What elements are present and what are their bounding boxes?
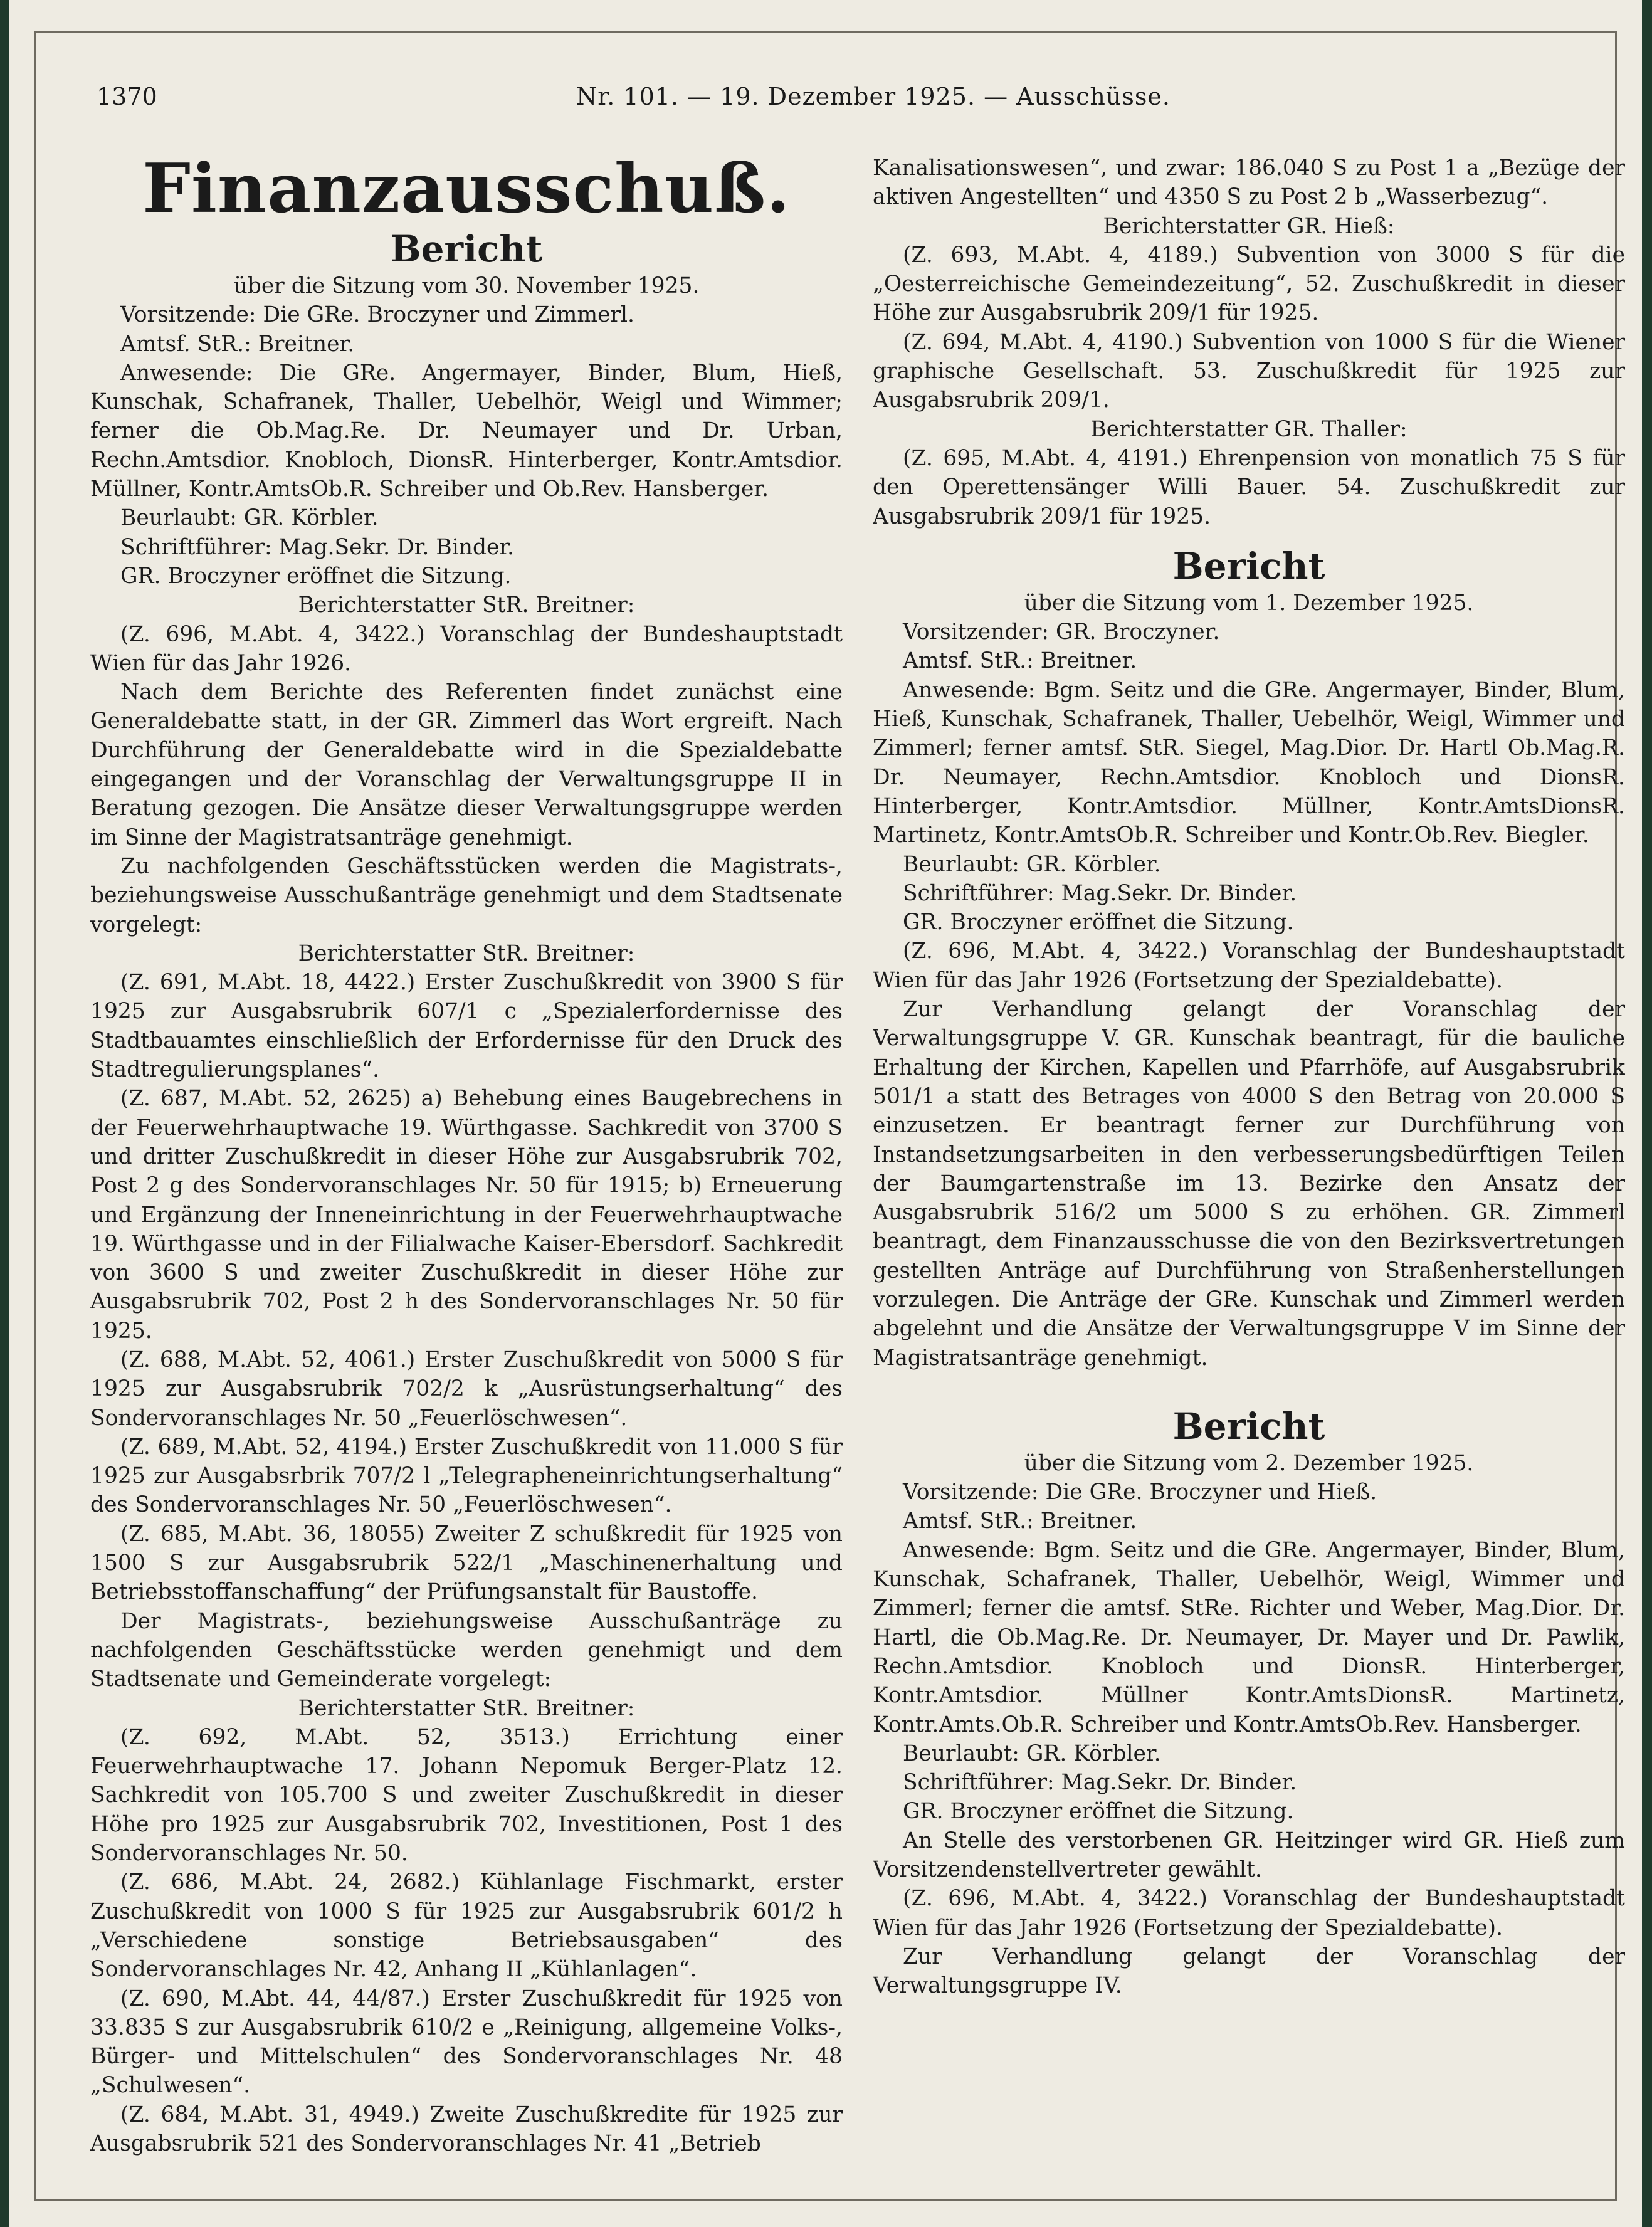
right-column bbox=[873, 154, 1625, 2166]
paragraph: (Z. 694, M.Abt. 4, 4190.) Subvention von 1000 S für die Wiener graphische Gesellschaft. 53. Zuschußkredit für 1925 zur Ausgabsrubrik 209/1. bbox=[873, 329, 1625, 413]
secretary: Schriftführer: Mag.Sekr. Dr. Binder. bbox=[120, 534, 515, 560]
secretary: Schriftführer: Mag.Sekr. Dr. Binder. bbox=[903, 1770, 1297, 1796]
paragraph: Nach dem Berichte des Referenten findet zunächst eine Generaldebatte statt, in der GR. Zimmerl das Wort ergreift. Nach Durchführung der Generaldebatte wird in die Spezialdebatte eingegangen und der Voranschlag der Verwaltungsgruppe II in Beratung gezogen. Die Ansätze dieser Verwaltungsgruppe werden im Sinne der Magistratsanträge genehmigt. bbox=[90, 680, 843, 850]
reporter: Berichterstatter StR. Breitner: bbox=[298, 1695, 635, 1721]
paragraph: Zur Verhandlung gelangt der Voranschlag der Verwaltungsgruppe V. GR. Kunschak beantragt, für die bauliche Erhaltung der Kirchen, Kapellen und Pfarrhöfe, auf Ausgabsrubrik 501/1 a statt des Betrages von 4000 S den Betrag von 20.000 S einzusetzen. Er beantragt ferner zur Durchführung von Instandsetzungsarbeiten in den verbesserungsbedürftigen Teilen der Baumgartenstraße im 13. Bezirke den Ansatz der Ausgabsrubrik 516/2 um 5000 S zu erhöhen. GR. Zimmerl beantragt, dem Finanzausschusse die von den Bezirksvertretungen gestellten Anträge auf Durchführung von Straßenherstellungen vorzulegen. Die Anträge der GRe. Kunschak und Zimmerl werden abgelehnt und die Ansätze der Verwaltungsgruppe V im Sinne der Magistratsanträge genehmigt. bbox=[873, 997, 1625, 1371]
councillor: Amtsf. StR.: Breitner. bbox=[120, 331, 355, 357]
paragraph: (Z. 695, M.Abt. 4, 4191.) Ehrenpension von monatlich 75 S für den Operettensänger Willi Bauer. 54. Zuschußkredit zur Ausgabsrubrik 209/1 für 1925. bbox=[873, 445, 1625, 529]
paragraph: (Z. 690, M.Abt. 44, 44/87.) Erster Zuschußkredit für 1925 von 33.835 S zur Ausgabsrubrik 610/2 e „Reinigung, allgemeine Volks-, Bürger- und Mittelschulen“ des Sondervoranschlages Nr. 48 „Schulwesen“. bbox=[90, 1986, 843, 2098]
report-heading: Bericht bbox=[390, 228, 543, 270]
opening: GR. Broczyner eröffnet die Sitzung. bbox=[903, 910, 1294, 935]
section-title: Finanzausschuß. bbox=[142, 154, 791, 228]
reporter: Berichterstatter StR. Breitner: bbox=[298, 940, 635, 966]
paragraph: (Z. 689, M.Abt. 52, 4194.) Erster Zuschußkredit von 11.000 S für 1925 zur Ausgabsrbrik 707/2 l „Telegrapheneinrichtungserhaltung“ des Sondervoranschlages Nr. 50 „Feuerlöschwesen“. bbox=[90, 1434, 843, 1518]
councillor: Amtsf. StR.: Breitner. bbox=[903, 648, 1137, 674]
on-leave: Beurlaubt: GR. Körbler. bbox=[903, 851, 1161, 877]
newspaper-page bbox=[9, 0, 1642, 2227]
running-head: Nr. 101. — 19. Dezember 1925. — Ausschüsse. bbox=[576, 83, 1171, 110]
chairpersons: Vorsitzende: Die GRe. Broczyner und Zimmerl. bbox=[120, 302, 635, 328]
left-column bbox=[90, 154, 843, 2166]
paragraph: (Z. 696, M.Abt. 4, 3422.) Voranschlag der Bundeshauptstadt Wien für das Jahr 1926 (Fortsetzung der Spezialdebatte). bbox=[873, 1886, 1625, 1940]
councillor: Amtsf. StR.: Breitner. bbox=[903, 1508, 1137, 1534]
on-leave: Beurlaubt: GR. Körbler. bbox=[120, 505, 379, 531]
reporter: Berichterstatter StR. Breitner: bbox=[298, 592, 635, 618]
paragraph: (Z. 684, M.Abt. 31, 4949.) Zweite Zuschußkredite für 1925 zur Ausgabsrubrik 521 des Sondervoranschlages Nr. 41 „Betrieb bbox=[90, 2102, 843, 2156]
paragraph: (Z. 691, M.Abt. 18, 4422.) Erster Zuschußkredit von 3900 S für 1925 zur Ausgabsrubrik 607/1 c „Spezialerfordernisse des Stadtbauamtes einschließlich der Erfordernisse für den Druck des Stadtregulierungsplanes“. bbox=[90, 970, 843, 1083]
paragraph: (Z. 693, M.Abt. 4, 4189.) Subvention von 3000 S für die „Oesterreichische Gemeindezeitung“, 52. Zuschußkredit in dieser Höhe zur Ausgabsrubrik 209/1 für 1925. bbox=[873, 242, 1625, 326]
attendees: Anwesende: Bgm. Seitz und die GRe. Angermayer, Binder, Blum, Kunschak, Schafranek, Thaller, Uebelhör, Weigl, Wimmer und Zimmerl; ferner die amtsf. StRe. Richter und Weber, Mag.Dior. Dr. Hartl, die Ob.Mag.Re. Dr. Neumayer, Dr. Mayer und Dr. Pawlik, Rechn.Amtsdior. Knobloch und DionsR. Hinterberger, Kontr.Amtsdior. Müllner Kontr.AmtsDionsR. Martinetz, Kontr.Amts.Ob.R. Schreiber und Kontr.AmtsOb.Rev. Hansberger. bbox=[873, 1537, 1625, 1737]
paragraph: (Z. 696, M.Abt. 4, 3422.) Voranschlag der Bundeshauptstadt Wien für das Jahr 1926 (Fortsetzung der Spezialdebatte). bbox=[873, 939, 1625, 993]
report-heading: Bericht bbox=[1172, 544, 1325, 587]
report-heading: Bericht bbox=[1172, 1404, 1325, 1448]
opening: GR. Broczyner eröffnet die Sitzung. bbox=[120, 563, 512, 589]
opening: GR. Broczyner eröffnet die Sitzung. bbox=[903, 1799, 1294, 1824]
page-header bbox=[87, 80, 1592, 118]
session-date: über die Sitzung vom 30. November 1925. bbox=[233, 273, 700, 298]
paragraph-continued: Kanalisationswesen“, und zwar: 186.040 S zu Post 1 a „Bezüge der aktiven Angestellten“ und 4350 S zu Post 2 b „Wasserbezug“. bbox=[873, 155, 1625, 210]
paragraph: (Z. 692, M.Abt. 52, 3513.) Errichtung einer Feuerwehrhauptwache 17. Johann Nepomuk Berger-Platz 12. Sachkredit von 105.700 S und zweiter Zuschußkredit in dieser Höhe pro 1925 zur Ausgabsrubrik 702, Investitionen, Post 1 des Sondervoranschlages Nr. 50. bbox=[90, 1724, 843, 1866]
chairpersons: Vorsitzende: Die GRe. Broczyner und Hieß. bbox=[903, 1480, 1377, 1505]
reporter: Berichterstatter GR. Hieß: bbox=[1103, 213, 1395, 239]
page-number: 1370 bbox=[97, 83, 157, 110]
paragraph: (Z. 696, M.Abt. 4, 3422.) Voranschlag der Bundeshauptstadt Wien für das Jahr 1926. bbox=[90, 621, 843, 676]
reporter: Berichterstatter GR. Thaller: bbox=[1090, 416, 1407, 442]
attendees: Anwesende: Bgm. Seitz und die GRe. Angermayer, Binder, Blum, Hieß, Kunschak, Schafranek, Thaller, Uebelhör, Weigl, Wimmer und Zimmerl; ferner amtsf. StR. Siegel, Mag.Dior. Dr. Hartl Ob.Mag.R. Dr. Neumayer, Rechn.Amtsdior. Knobloch und DionsR. Hinterberger, Kontr.Amtsdior. Müllner, Kontr.AmtsDionsR. Martinetz, Kontr.AmtsOb.R. Schreiber und Kontr.Ob.Rev. Biegler. bbox=[873, 677, 1625, 848]
attendees: Anwesende: Die GRe. Angermayer, Binder, Blum, Hieß, Kunschak, Schafranek, Thaller, Uebelhör, Weigl und Wimmer; ferner die Ob.Mag.Re. Dr. Neumayer und Dr. Urban, Rechn.Amtsdior. Knobloch, DionsR. Hinterberger, Kontr.Amtsdior. Müllner, Kontr.AmtsOb.R. Schreiber und Ob.Rev. Hansberger. bbox=[90, 360, 843, 502]
paragraph: (Z. 686, M.Abt. 24, 2682.) Kühlanlage Fischmarkt, erster Zuschußkredit von 1000 S für 1925 zur Ausgabsrubrik 601/2 h „Verschiedene sonstige Betriebsausgaben“ des Sondervoranschlages Nr. 42, Anhang II „Kühlanlagen“. bbox=[90, 1870, 843, 1982]
paragraph: (Z. 687, M.Abt. 52, 2625) a) Behebung eines Baugebrechens in der Feuerwehrhauptwache 19. Würthgasse. Sachkredit von 3700 S und dritter Zuschußkredit in dieser Höhe zur Ausgabsrubrik 702, Post 2 g des Sondervoranschlages Nr. 50 für 1915; b) Erneuerung und Ergänzung der Inneneinrichtung in der Feuerwehrhauptwache 19. Würthgasse und in der Filialwache Kaiser-Ebersdorf. Sachkredit von 3600 S und zweiter Zuschußkredit in dieser Höhe zur Ausgabsrubrik 702, Post 2 h des Sondervoranschlages Nr. 50 für 1925. bbox=[90, 1086, 843, 1344]
paragraph: Zu nachfolgenden Geschäftsstücken werden die Magistrats-, beziehungsweise Ausschußanträge genehmigt und dem Stadtsenate vorgelegt: bbox=[90, 853, 843, 937]
paragraph: Der Magistrats-, beziehungsweise Ausschußanträge zu nachfolgenden Geschäftsstücke werden genehmigt und dem Stadtsenate und Gemeinderate vorgelegt: bbox=[90, 1608, 843, 1692]
paragraph: (Z. 688, M.Abt. 52, 4061.) Erster Zuschußkredit von 5000 S für 1925 zur Ausgabsrubrik 702/2 k „Ausrüstungserhaltung“ des Sondervoranschlages Nr. 50 „Feuerlöschwesen“. bbox=[90, 1347, 843, 1431]
paragraph: Zur Verhandlung gelangt der Voranschlag der Verwaltungsgruppe IV. bbox=[873, 1944, 1625, 1999]
secretary: Schriftführer: Mag.Sekr. Dr. Binder. bbox=[903, 880, 1297, 906]
session-date: über die Sitzung vom 2. Dezember 1925. bbox=[1024, 1450, 1474, 1476]
paragraph: (Z. 685, M.Abt. 36, 18055) Zweiter Z schußkredit für 1925 von 1500 S zur Ausgabsrubrik 522/1 „Maschinenerhaltung und Betriebsstoffanschaffung“ der Prüfungsanstalt für Baustoffe. bbox=[90, 1521, 843, 1605]
chairperson: Vorsitzender: GR. Broczyner. bbox=[903, 619, 1220, 645]
paragraph: An Stelle des verstorbenen GR. Heitzinger wird GR. Hieß zum Vorsitzendenstellvertreter gewählt. bbox=[873, 1828, 1625, 1883]
session-date: über die Sitzung vom 1. Dezember 1925. bbox=[1024, 590, 1474, 616]
on-leave: Beurlaubt: GR. Körbler. bbox=[903, 1740, 1161, 1766]
